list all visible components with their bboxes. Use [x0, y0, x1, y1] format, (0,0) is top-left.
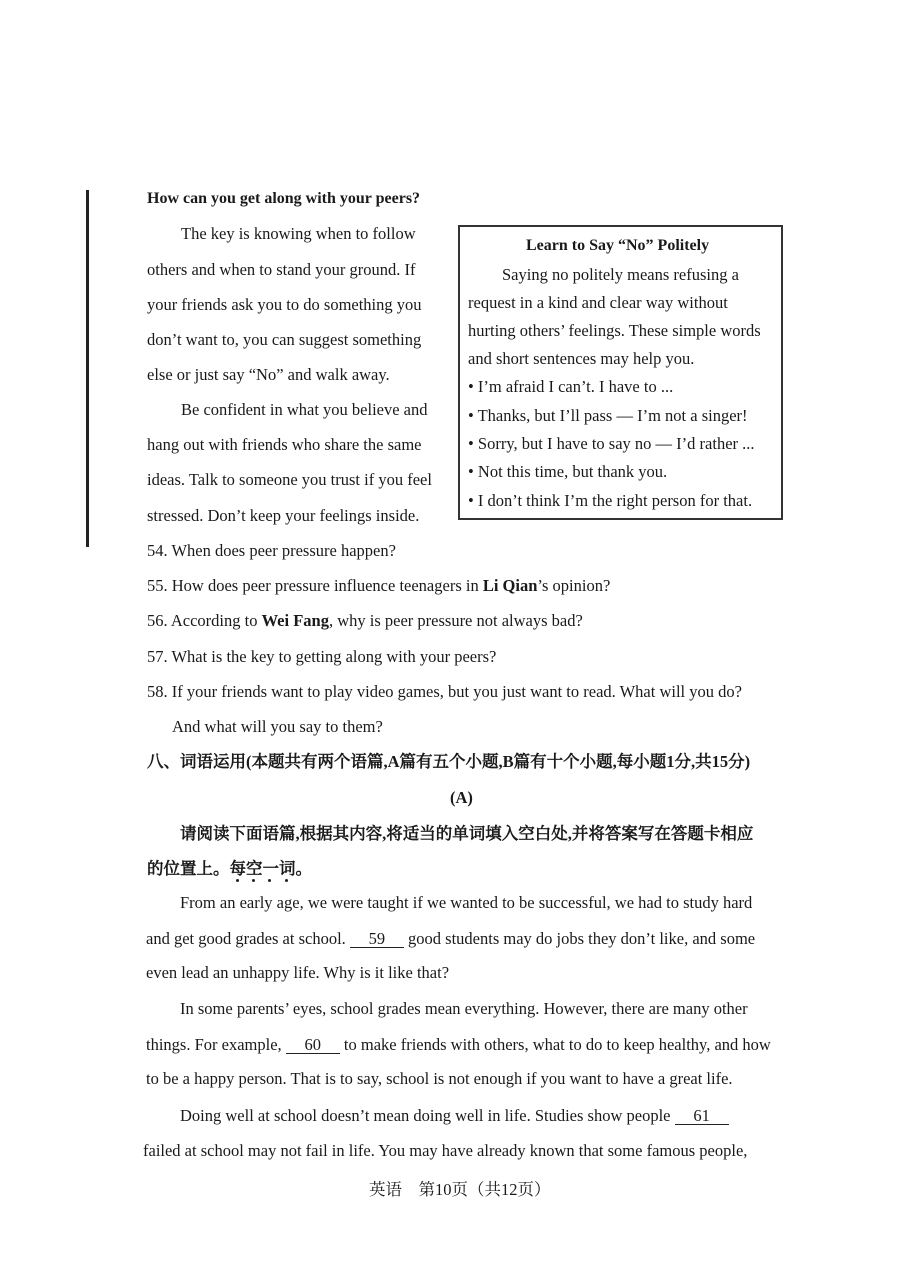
- paragraph-line: don’t want to, you can suggest something: [147, 330, 422, 349]
- tips-box-line: request in a kind and clear way without: [468, 293, 728, 312]
- question-58-continued: And what will you say to them?: [172, 717, 383, 736]
- tips-bullet: • Sorry, but I have to say no — I’d rather ...: [468, 434, 755, 453]
- passage-line: failed at school may not fail in life. You may have already known that some famous people,: [143, 1141, 748, 1160]
- question-57: 57. What is the key to getting along with your peers?: [147, 647, 497, 666]
- passage-line: [146, 930, 755, 948]
- tips-box-line: hurting others’ feelings. These simple words: [468, 321, 761, 340]
- blank-61[interactable]: 61: [675, 1107, 729, 1125]
- section-heading: How can you get along with your peers?: [147, 190, 421, 207]
- passage-line: In some parents’ eyes, school grades mean everything. However, there are many other: [180, 999, 748, 1018]
- margin-binding-line: [86, 190, 89, 547]
- paragraph-line: ideas. Talk to someone you trust if you feel: [147, 470, 432, 489]
- instruction-line: 请阅读下面语篇,根据其内容,将适当的单词填入空白处,并将答案写在答题卡相应: [180, 824, 754, 843]
- passage-text: good students may do jobs they don’t like, and some: [403, 929, 756, 948]
- emphasis-dot: [236, 879, 239, 882]
- tips-box-line: Saying no politely means refusing a: [502, 265, 739, 284]
- question-text: 55. How does peer pressure influence teenagers in: [147, 576, 483, 595]
- tips-box-line: and short sentences may help you.: [468, 349, 695, 368]
- emphasized-text: [230, 859, 296, 878]
- passage-line: to be a happy person. That is to say, school is not enough if you want to have a great life.: [146, 1069, 733, 1088]
- paragraph-line: others and when to stand your ground. If: [147, 260, 416, 279]
- person-name: Wei Fang: [261, 611, 329, 630]
- paragraph-line: stressed. Don’t keep your feelings inside.: [147, 506, 420, 525]
- question-58: 58. If your friends want to play video games, but you just want to read. What will you do?: [147, 682, 742, 701]
- question-text: , why is peer pressure not always bad?: [328, 611, 583, 630]
- instruction-line: [147, 861, 312, 878]
- instruction-text: 。: [295, 859, 312, 878]
- emphasis-dot: [252, 879, 255, 882]
- tips-box-title: Learn to Say “No” Politely: [526, 237, 710, 254]
- tips-bullet: • Not this time, but thank you.: [468, 462, 668, 481]
- question-text: 56. According to: [147, 611, 262, 630]
- passage-text: to make friends with others, what to do to keep healthy, and how: [339, 1035, 771, 1054]
- paragraph-line: Be confident in what you believe and: [181, 400, 428, 419]
- question-55: [147, 578, 610, 595]
- emphasis-dot: [268, 879, 271, 882]
- page-footer: 英语 第10页（共12页）: [369, 1180, 551, 1199]
- question-text: ’s opinion?: [537, 576, 611, 595]
- instruction-text: 的位置上。: [147, 859, 230, 878]
- passage-line: [146, 1036, 771, 1054]
- part-a-label: (A): [450, 788, 473, 807]
- passage-line: even lead an unhappy life. Why is it like that?: [146, 963, 450, 982]
- paragraph-line: your friends ask you to do something you: [147, 295, 422, 314]
- question-54: 54. When does peer pressure happen?: [147, 541, 396, 560]
- passage-text: Doing well at school doesn’t mean doing well in life. Studies show people: [180, 1106, 675, 1125]
- paragraph-line: else or just say “No” and walk away.: [147, 365, 390, 384]
- person-name: Li Qian: [482, 576, 538, 595]
- section-8-title: 八、词语运用(本题共有两个语篇,A篇有五个小题,B篇有十个小题,每小题1分,共15分): [147, 752, 751, 771]
- question-56: [147, 613, 583, 630]
- passage-text: and get good grades at school.: [146, 929, 350, 948]
- tips-bullet: • I’m afraid I can’t. I have to ...: [468, 377, 674, 396]
- passage-line: [180, 1107, 729, 1125]
- blank-60[interactable]: 60: [286, 1036, 340, 1054]
- blank-59[interactable]: 59: [350, 930, 404, 948]
- paragraph-line: hang out with friends who share the same: [147, 435, 422, 454]
- emphasis-dot: [285, 879, 288, 882]
- tips-bullet: • Thanks, but I’ll pass — I’m not a singer!: [468, 406, 748, 425]
- paragraph-line: The key is knowing when to follow: [181, 224, 416, 243]
- emphasis-words: 每空一词: [229, 859, 296, 878]
- passage-line: From an early age, we were taught if we wanted to be successful, we had to study hard: [180, 893, 753, 912]
- passage-text: things. For example,: [146, 1035, 286, 1054]
- tips-bullet: • I don’t think I’m the right person for that.: [468, 491, 753, 510]
